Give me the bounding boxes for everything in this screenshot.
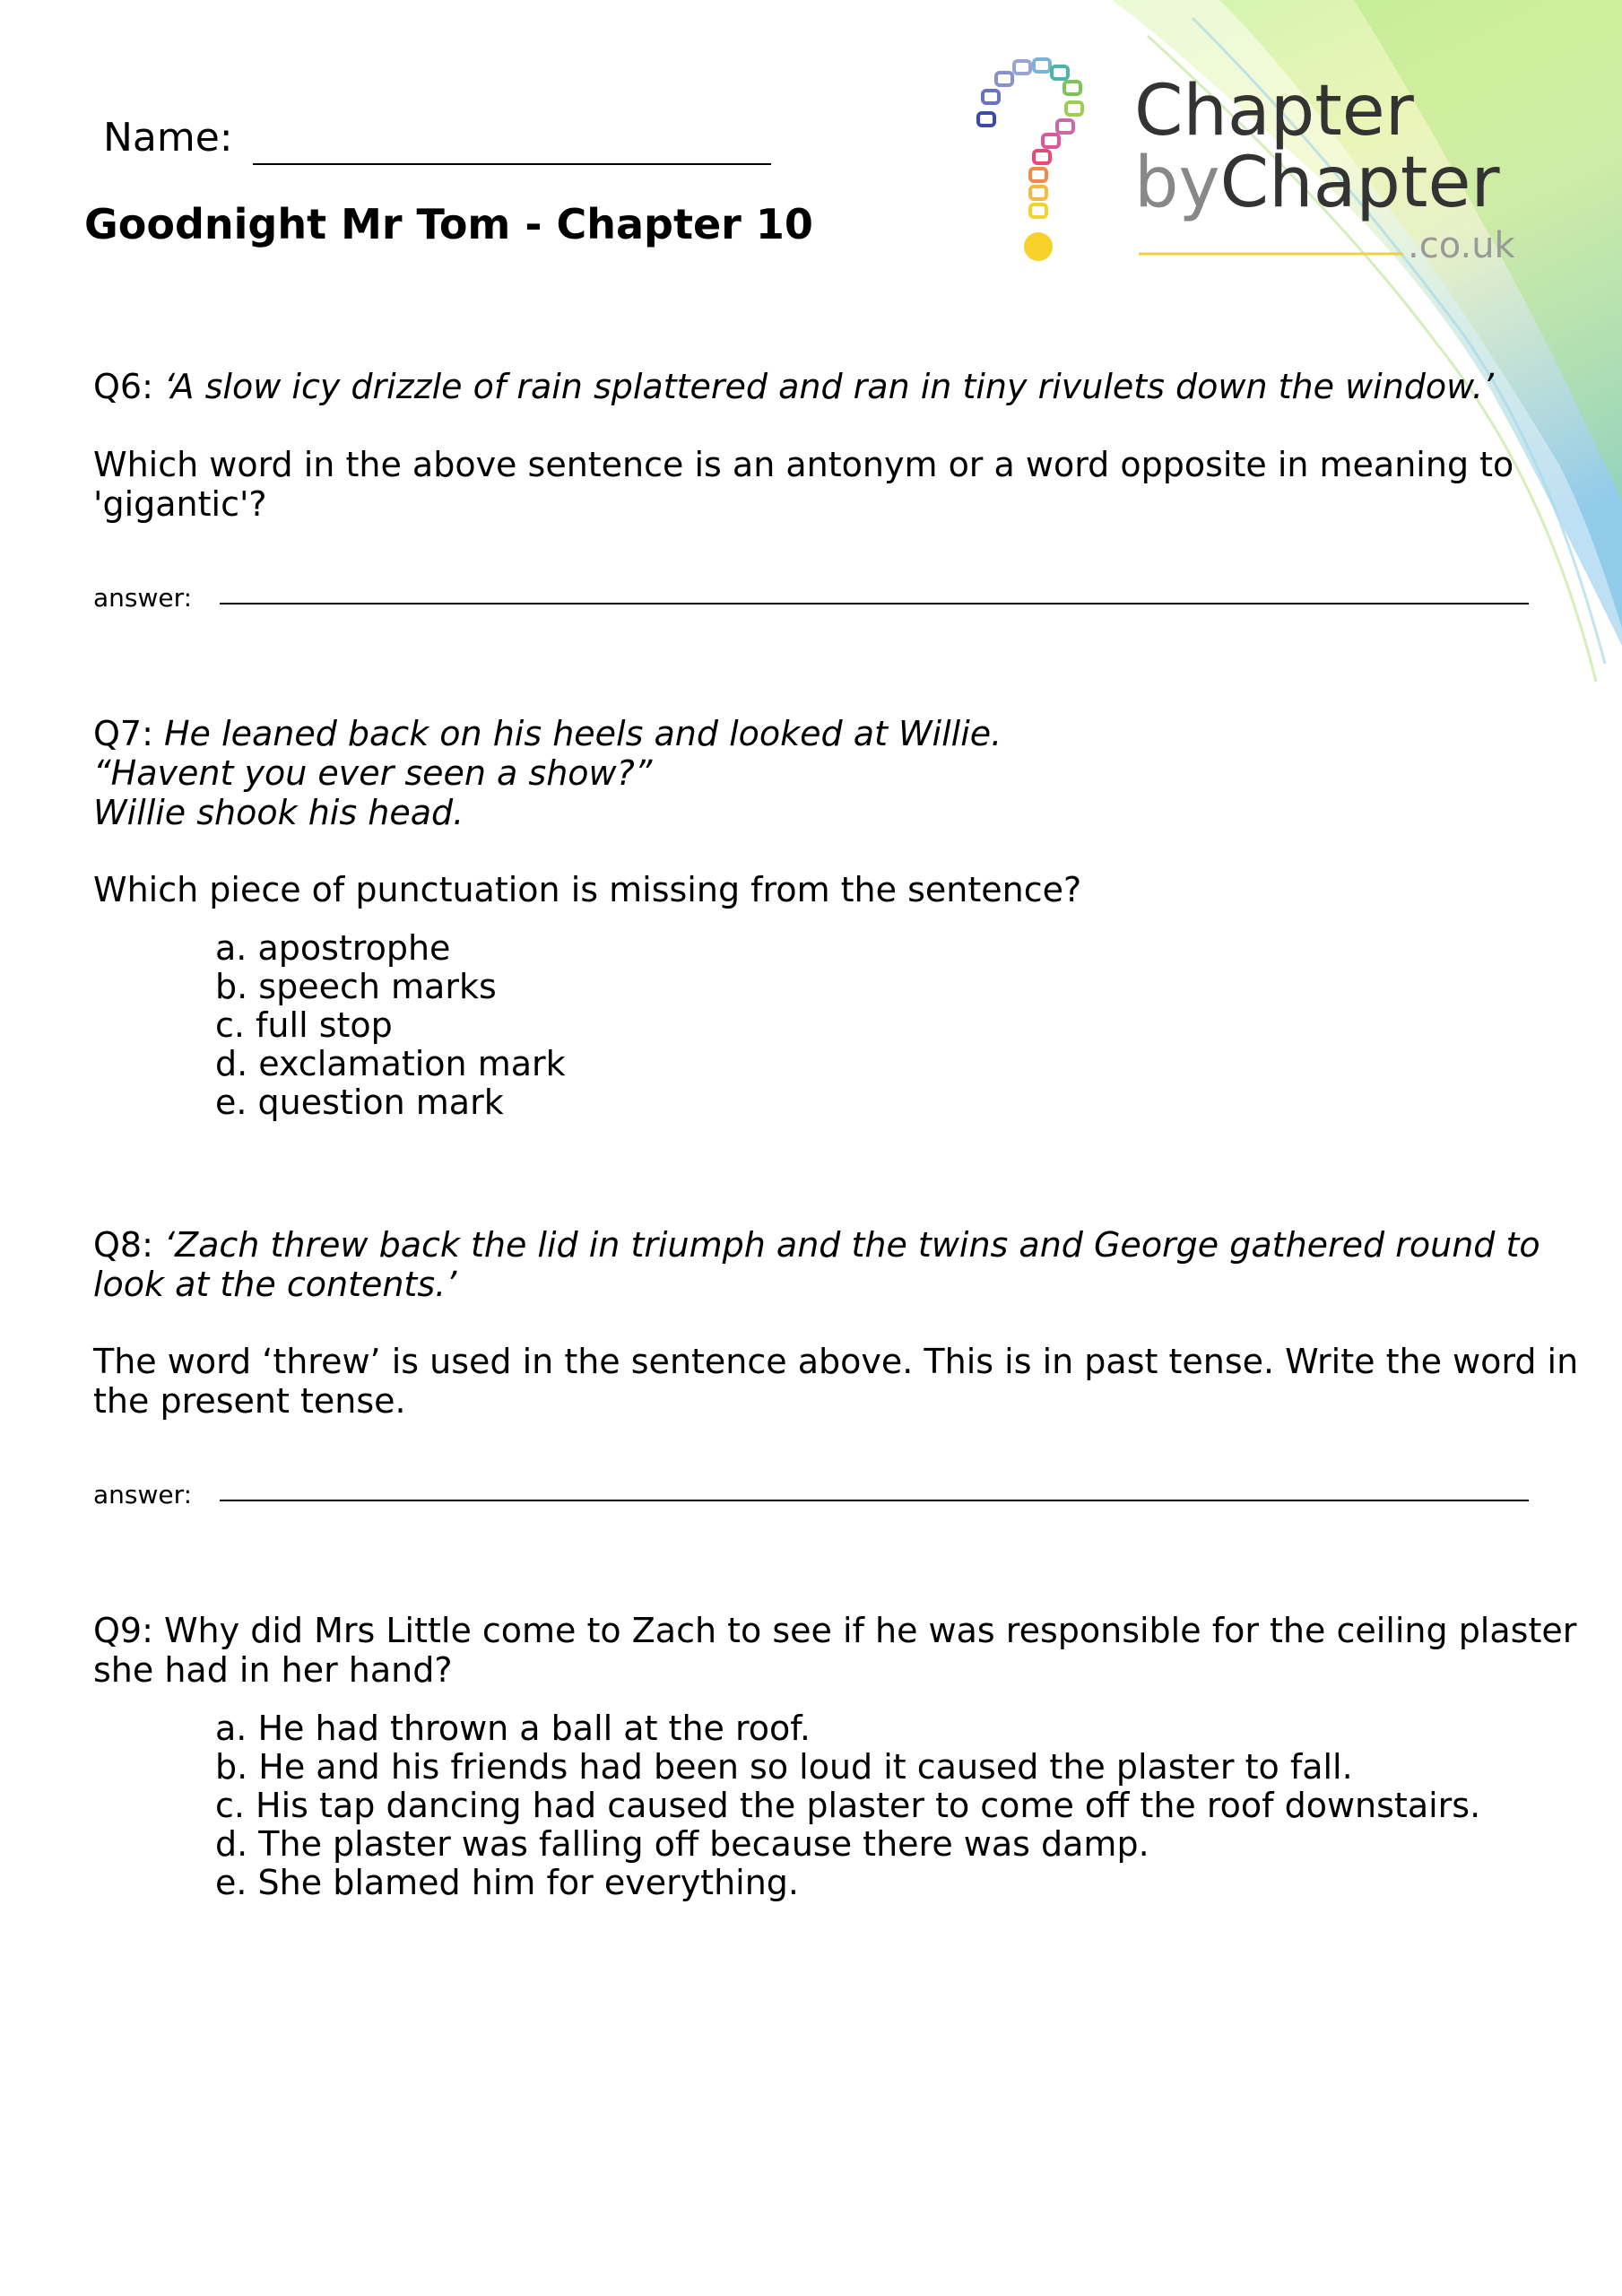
chapter-by-chapter-logo xyxy=(968,49,1542,318)
q7-option-b[interactable]: b. speech marks xyxy=(215,967,497,1006)
q7-question: Which piece of punctuation is missing from the sentence? xyxy=(93,870,1082,909)
q9-question-line2: she had in her hand? xyxy=(93,1650,453,1690)
q6-label: Q6: xyxy=(93,367,153,406)
q7-option-e[interactable]: e. question mark xyxy=(215,1083,504,1122)
name-input-line[interactable] xyxy=(253,163,771,165)
q7-quote-text1: He leaned back on his heels and looked at Willie. xyxy=(163,714,1002,753)
q6-question-line1: Which word in the above sentence is an antonym or a word opposite in meaning to xyxy=(93,445,1514,484)
logo-book-mark xyxy=(1066,102,1082,115)
q9-options-list xyxy=(215,1709,1480,1902)
logo-book-mark xyxy=(1057,120,1073,133)
q9-option-a[interactable]: a. He had thrown a ball at the roof. xyxy=(215,1709,811,1748)
logo-book-mark xyxy=(978,113,994,126)
q8-quote-line1 xyxy=(93,1225,1540,1265)
logo-book-mark xyxy=(1014,61,1030,74)
q8-answer-line[interactable] xyxy=(220,1500,1529,1501)
logo-question-dot xyxy=(1024,232,1053,261)
q8-answer-label: answer: xyxy=(93,1480,193,1509)
logo-text-line1: Chapter xyxy=(1134,71,1414,152)
q7-quote-line2: “Havent you ever seen a show?” xyxy=(93,753,653,793)
logo-book-mark xyxy=(1030,169,1046,181)
q6-answer-line[interactable] xyxy=(220,603,1529,604)
q9-option-e[interactable]: e. She blamed him for everything. xyxy=(215,1863,800,1902)
logo-book-mark xyxy=(1043,135,1059,147)
logo-text-line2: Chapter xyxy=(1219,143,1500,223)
logo-book-mark xyxy=(996,73,1012,85)
logo-book-mark xyxy=(1034,59,1050,72)
q7-option-a[interactable]: a. apostrophe xyxy=(215,928,451,968)
q8-question-line1: The word ‘threw’ is used in the sentence above. This is in past tense. Write the word in xyxy=(93,1342,1579,1381)
q7-option-c[interactable]: c. full stop xyxy=(215,1005,393,1045)
q6-quote-line xyxy=(93,367,1494,406)
q8-quote-line2: look at the contents.’ xyxy=(93,1265,457,1304)
q9-option-b[interactable]: b. He and his friends had been so loud it caused the plaster to fall. xyxy=(215,1747,1353,1787)
page-title: Goodnight Mr Tom - Chapter 10 xyxy=(84,200,813,248)
logo-book-mark xyxy=(1064,82,1080,94)
q7-quote-line1 xyxy=(93,714,1002,753)
svg-text:byChapter xyxy=(1134,143,1500,223)
logo-book-mark xyxy=(983,91,999,103)
logo-book-mark xyxy=(1030,187,1046,199)
q9-option-d[interactable]: d. The plaster was falling off because there was damp. xyxy=(215,1824,1149,1864)
logo-book-mark xyxy=(1034,151,1050,163)
q7-options-list xyxy=(215,929,566,1122)
logo-domain: .co.uk xyxy=(1408,225,1515,266)
q7-option-d[interactable]: d. exclamation mark xyxy=(215,1044,566,1083)
q7-quote-line3: Willie shook his head. xyxy=(93,793,464,832)
q7-label: Q7: xyxy=(93,714,153,753)
logo-text-by: by xyxy=(1134,143,1220,223)
q8-quote-text1: ‘Zach threw back the lid in triumph and the twins and George gathered round to xyxy=(163,1225,1540,1265)
q6-answer-label: answer: xyxy=(93,583,193,613)
q6-quote: ‘A slow icy drizzle of rain splattered and ran in tiny rivulets down the window.’ xyxy=(163,367,1494,406)
q6-question-line2: 'gigantic'? xyxy=(93,484,267,524)
question-mark-books-icon xyxy=(978,59,1082,261)
q8-question-line2: the present tense. xyxy=(93,1381,406,1421)
q9-option-c[interactable]: c. His tap dancing had caused the plaster to come off the roof downstairs. xyxy=(215,1786,1481,1825)
logo-book-mark xyxy=(1052,66,1068,79)
name-label: Name: xyxy=(103,115,233,161)
logo-book-mark xyxy=(1030,204,1046,217)
q8-label: Q8: xyxy=(93,1225,153,1265)
q9-question-line1: Q9: Why did Mrs Little come to Zach to see if he was responsible for the ceiling plaster xyxy=(93,1611,1577,1650)
